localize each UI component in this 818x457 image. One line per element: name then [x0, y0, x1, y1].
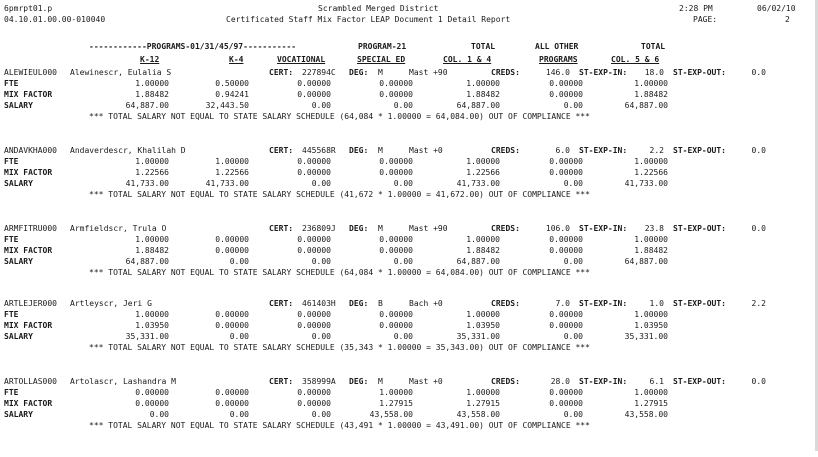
employee-record-1 [0, 68, 818, 148]
st-exp-in-label: ST-EXP-IN: [579, 377, 628, 386]
salary-value: 64,887.00 [125, 101, 169, 110]
mix-factor-label: MIX FACTOR [4, 399, 53, 408]
col-programs: PROGRAMS [539, 55, 578, 64]
st-exp-in-label: ST-EXP-IN: [579, 224, 628, 233]
total-header-2: TOTAL [641, 42, 666, 51]
fte-value: 0.00000 [379, 79, 413, 88]
mix-value: 0.00000 [297, 168, 331, 177]
fte-value: 0.00000 [297, 310, 331, 319]
programs-group-header: ------------PROGRAMS-01/31/45/97----------- [89, 42, 297, 51]
cert-value: 445568R [302, 146, 336, 155]
cert-value: 358999A [302, 377, 336, 386]
mix-value: 0.00000 [549, 246, 583, 255]
fte-value: 1.00000 [634, 79, 668, 88]
mix-value: 1.88482 [634, 90, 668, 99]
mix-value: 1.88482 [634, 246, 668, 255]
salary-value: 41,733.00 [125, 179, 169, 188]
salary-value: 35,331.00 [125, 332, 169, 341]
employee-id: ARMFITRU000 [4, 224, 57, 233]
st-exp-out-value: 0.0 [751, 146, 766, 155]
fte-label: FTE [4, 235, 19, 244]
salary-value: 0.00 [563, 257, 583, 266]
mix-value: 0.00000 [215, 321, 249, 330]
col-special-ed: SPECIAL ED [357, 55, 406, 64]
salary-value: 64,887.00 [456, 257, 500, 266]
fte-value: 0.00000 [549, 235, 583, 244]
mix-value: 1.22566 [215, 168, 249, 177]
mix-value: 1.88482 [466, 90, 500, 99]
report-time: 2:28 PM [679, 4, 713, 13]
fte-label: FTE [4, 79, 19, 88]
fte-value: 0.00000 [215, 388, 249, 397]
fte-value: 1.00000 [135, 79, 169, 88]
creds-label: CREDS: [491, 68, 520, 77]
cert-value: 236809J [302, 224, 336, 233]
salary-label: SALARY [4, 179, 33, 188]
creds-value: 28.0 [550, 377, 570, 386]
employee-name: Artolascr, Lashandra M [70, 377, 176, 386]
salary-value: 64,887.00 [624, 101, 668, 110]
deg-value: M [378, 224, 383, 233]
mix-value: 1.03950 [634, 321, 668, 330]
salary-value: 0.00 [149, 410, 169, 419]
fte-value: 1.00000 [135, 157, 169, 166]
creds-label: CREDS: [491, 146, 520, 155]
fte-label: FTE [4, 388, 19, 397]
cert-value: 227894C [302, 68, 336, 77]
deg-type: Mast +90 [409, 224, 448, 233]
salary-value: 0.00 [229, 332, 249, 341]
employee-record-3 [0, 224, 818, 304]
st-exp-out-value: 2.2 [751, 299, 766, 308]
salary-value: 43,558.00 [456, 410, 500, 419]
mix-value: 0.00000 [297, 399, 331, 408]
deg-label: DEG: [349, 377, 369, 386]
deg-type: Mast +90 [409, 68, 448, 77]
salary-value: 0.00 [229, 257, 249, 266]
st-exp-out-label: ST-EXP-OUT: [673, 224, 726, 233]
fte-value: 1.00000 [634, 157, 668, 166]
mix-value: 0.00000 [549, 168, 583, 177]
district-name: Scrambled Merged District [318, 4, 439, 13]
employee-record-2 [0, 146, 818, 226]
fte-value: 1.00000 [466, 157, 500, 166]
st-exp-out-value: 0.0 [751, 68, 766, 77]
compliance-note: *** TOTAL SALARY NOT EQUAL TO STATE SALARY SCHEDULE (64,084 * 1.00000 = 64,084.00) OUT OF COMPLIANCE *** [89, 268, 590, 277]
mix-value: 0.00000 [215, 399, 249, 408]
deg-type: Mast +0 [409, 146, 443, 155]
compliance-note: *** TOTAL SALARY NOT EQUAL TO STATE SALARY SCHEDULE (43,491 * 1.00000 = 43,491.00) OUT OF COMPLIANCE *** [89, 421, 590, 430]
salary-value: 41,733.00 [624, 179, 668, 188]
fte-value: 0.00000 [549, 157, 583, 166]
employee-name: Armfieldscr, Trula O [70, 224, 167, 233]
deg-value: B [378, 299, 383, 308]
employee-name: Artleyscr, Jeri G [70, 299, 152, 308]
cert-label: CERT: [269, 146, 294, 155]
deg-label: DEG: [349, 299, 369, 308]
fte-value: 1.00000 [215, 157, 249, 166]
creds-label: CREDS: [491, 377, 520, 386]
mix-factor-label: MIX FACTOR [4, 246, 53, 255]
fte-value: 1.00000 [634, 310, 668, 319]
cert-label: CERT: [269, 68, 294, 77]
salary-value: 0.00 [393, 179, 413, 188]
fte-value: 1.00000 [135, 310, 169, 319]
salary-value: 0.00 [393, 257, 413, 266]
salary-value: 0.00 [393, 332, 413, 341]
mix-value: 1.88482 [466, 246, 500, 255]
salary-value: 64,887.00 [624, 257, 668, 266]
page-number: 2 [785, 15, 790, 24]
salary-value: 43,558.00 [369, 410, 413, 419]
st-exp-in-value: 23.8 [644, 224, 664, 233]
mix-factor-label: MIX FACTOR [4, 321, 53, 330]
deg-label: DEG: [349, 146, 369, 155]
mix-value: 0.00000 [135, 399, 169, 408]
st-exp-in-value: 2.2 [649, 146, 664, 155]
mix-value: 1.03950 [466, 321, 500, 330]
col-vocational: VOCATIONAL [277, 55, 326, 64]
salary-value: 41,733.00 [456, 179, 500, 188]
salary-value: 0.00 [311, 179, 331, 188]
st-exp-in-label: ST-EXP-IN: [579, 68, 628, 77]
salary-value: 0.00 [229, 410, 249, 419]
mix-value: 1.22566 [135, 168, 169, 177]
creds-label: CREDS: [491, 224, 520, 233]
mix-value: 1.22566 [634, 168, 668, 177]
compliance-note: *** TOTAL SALARY NOT EQUAL TO STATE SALARY SCHEDULE (41,672 * 1.00000 = 41,672.00) OUT OF COMPLIANCE *** [89, 190, 590, 199]
mix-value: 0.00000 [297, 246, 331, 255]
deg-value: M [378, 146, 383, 155]
deg-type: Mast +0 [409, 377, 443, 386]
fte-value: 0.00000 [297, 235, 331, 244]
fte-label: FTE [4, 310, 19, 319]
deg-value: M [378, 68, 383, 77]
mix-value: 1.27915 [466, 399, 500, 408]
salary-value: 0.00 [311, 410, 331, 419]
creds-value: 7.0 [555, 299, 570, 308]
mix-value: 1.22566 [466, 168, 500, 177]
cert-label: CERT: [269, 224, 294, 233]
page-label: PAGE: [693, 15, 718, 24]
mix-value: 0.00000 [297, 321, 331, 330]
mix-value: 1.88482 [135, 246, 169, 255]
mix-value: 0.00000 [549, 321, 583, 330]
employee-record-4 [0, 299, 818, 379]
deg-type: Bach +0 [409, 299, 443, 308]
report-code: 04.10.01.00.00-010040 [4, 15, 106, 24]
employee-id: ALEWIEUL000 [4, 68, 57, 77]
mix-value: 0.00000 [379, 321, 413, 330]
salary-value: 0.00 [393, 101, 413, 110]
fte-value: 0.00000 [297, 79, 331, 88]
employee-id: ARTOLLAS000 [4, 377, 57, 386]
all-other-header: ALL OTHER [535, 42, 579, 51]
mix-value: 0.00000 [549, 90, 583, 99]
fte-value: 1.00000 [379, 388, 413, 397]
salary-value: 64,887.00 [456, 101, 500, 110]
salary-value: 0.00 [563, 179, 583, 188]
salary-value: 0.00 [311, 257, 331, 266]
mix-value: 0.00000 [549, 399, 583, 408]
fte-value: 1.00000 [466, 235, 500, 244]
fte-value: 0.00000 [379, 310, 413, 319]
st-exp-in-value: 6.1 [649, 377, 664, 386]
compliance-note: *** TOTAL SALARY NOT EQUAL TO STATE SALARY SCHEDULE (64,084 * 1.00000 = 64,084.00) OUT OF COMPLIANCE *** [89, 112, 590, 121]
employee-name: Alewinescr, Eulalia S [70, 68, 172, 77]
cert-label: CERT: [269, 377, 294, 386]
col-k12: K-12 [140, 55, 160, 64]
st-exp-in-label: ST-EXP-IN: [579, 299, 628, 308]
col-col56: COL. 5 & 6 [611, 55, 660, 64]
creds-value: 6.0 [555, 146, 570, 155]
creds-value: 146.0 [545, 68, 570, 77]
fte-value: 0.00000 [379, 157, 413, 166]
st-exp-out-label: ST-EXP-OUT: [673, 299, 726, 308]
salary-value: 43,558.00 [624, 410, 668, 419]
report-date: 06/02/10 [757, 4, 796, 13]
st-exp-in-value: 18.0 [644, 68, 664, 77]
salary-value: 0.00 [563, 101, 583, 110]
salary-label: SALARY [4, 257, 33, 266]
st-exp-out-label: ST-EXP-OUT: [673, 146, 726, 155]
st-exp-out-value: 0.0 [751, 224, 766, 233]
fte-value: 0.00000 [379, 235, 413, 244]
fte-value: 0.00000 [297, 388, 331, 397]
fte-value: 0.00000 [297, 157, 331, 166]
salary-value: 64,887.00 [125, 257, 169, 266]
fte-value: 1.00000 [466, 79, 500, 88]
fte-value: 1.00000 [634, 388, 668, 397]
mix-value: 1.03950 [135, 321, 169, 330]
st-exp-out-value: 0.0 [751, 377, 766, 386]
mix-value: 1.27915 [379, 399, 413, 408]
fte-value: 1.00000 [466, 388, 500, 397]
mix-value: 0.94241 [215, 90, 249, 99]
creds-label: CREDS: [491, 299, 520, 308]
mix-value: 0.00000 [297, 90, 331, 99]
mix-value: 1.88482 [135, 90, 169, 99]
salary-value: 32,443.50 [205, 101, 249, 110]
fte-value: 0.00000 [135, 388, 169, 397]
salary-value: 0.00 [311, 101, 331, 110]
fte-value: 0.00000 [215, 235, 249, 244]
st-exp-out-label: ST-EXP-OUT: [673, 68, 726, 77]
mix-value: 0.00000 [379, 168, 413, 177]
salary-value: 0.00 [563, 332, 583, 341]
st-exp-out-label: ST-EXP-OUT: [673, 377, 726, 386]
fte-value: 0.00000 [549, 310, 583, 319]
deg-label: DEG: [349, 68, 369, 77]
mix-factor-label: MIX FACTOR [4, 168, 53, 177]
salary-label: SALARY [4, 101, 33, 110]
st-exp-in-label: ST-EXP-IN: [579, 146, 628, 155]
salary-value: 41,733.00 [205, 179, 249, 188]
total-header-1: TOTAL [471, 42, 496, 51]
fte-label: FTE [4, 157, 19, 166]
fte-value: 0.00000 [215, 310, 249, 319]
creds-value: 106.0 [545, 224, 570, 233]
mix-factor-label: MIX FACTOR [4, 90, 53, 99]
mix-value: 0.00000 [379, 246, 413, 255]
employee-record-5 [0, 377, 818, 457]
salary-value: 35,331.00 [624, 332, 668, 341]
employee-name: Andaverdescr, Khalilah D [70, 146, 186, 155]
mix-value: 1.27915 [634, 399, 668, 408]
employee-id: ARTLEJER000 [4, 299, 57, 308]
program-name: 6pmrpt01.p [4, 4, 53, 13]
salary-label: SALARY [4, 332, 33, 341]
fte-value: 1.00000 [466, 310, 500, 319]
col-k4: K-4 [229, 55, 244, 64]
deg-label: DEG: [349, 224, 369, 233]
fte-value: 0.00000 [549, 388, 583, 397]
program21-header: PROGRAM-21 [358, 42, 407, 51]
mix-value: 0.00000 [215, 246, 249, 255]
compliance-note: *** TOTAL SALARY NOT EQUAL TO STATE SALARY SCHEDULE (35,343 * 1.00000 = 35,343.00) OUT OF COMPLIANCE *** [89, 343, 590, 352]
deg-value: M [378, 377, 383, 386]
fte-value: 0.00000 [549, 79, 583, 88]
col-col14: COL. 1 & 4 [443, 55, 492, 64]
fte-value: 1.00000 [634, 235, 668, 244]
cert-value: 461403H [302, 299, 336, 308]
fte-value: 0.50000 [215, 79, 249, 88]
mix-value: 0.00000 [379, 90, 413, 99]
salary-value: 0.00 [563, 410, 583, 419]
salary-value: 35,331.00 [456, 332, 500, 341]
fte-value: 1.00000 [135, 235, 169, 244]
employee-id: ANDAVKHA000 [4, 146, 57, 155]
cert-label: CERT: [269, 299, 294, 308]
report-title: Certificated Staff Mix Factor LEAP Document 1 Detail Report [226, 15, 511, 24]
st-exp-in-value: 1.0 [649, 299, 664, 308]
salary-value: 0.00 [311, 332, 331, 341]
salary-label: SALARY [4, 410, 33, 419]
